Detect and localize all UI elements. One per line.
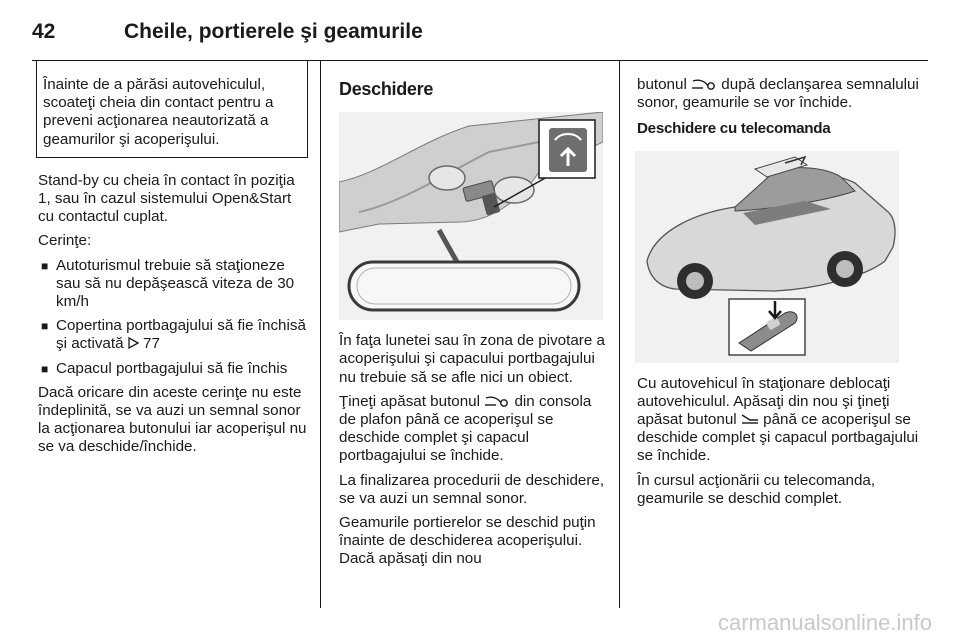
hold-button-text-start: Ţineţi apăsat butonul xyxy=(339,392,481,410)
subsection-heading: Deschidere cu telecomanda xyxy=(637,120,831,138)
page-reference[interactable]: 77 xyxy=(143,335,160,353)
warning-text: Dacă oricare din aceste cerinţe nu este îndeplinită, se va auzi un semnal sonor la acţionarea butonului iar acoperişul nu se va deschide/închide. xyxy=(38,383,307,456)
signal-text: La finalizarea procedurii de deschidere, se va auzi un semnal sonor. xyxy=(339,471,605,507)
windows-text: Geamurile portierelor se deschid puţin înainte de deschiderea acoperişului. Dacă apăsaţi din nou xyxy=(339,514,596,568)
note-box xyxy=(36,60,308,158)
convertible-roof-icon xyxy=(484,393,510,410)
list-item xyxy=(38,257,308,312)
hold-button-text xyxy=(339,393,605,466)
close-windows-text xyxy=(637,76,929,112)
remote-convertible-figure xyxy=(635,151,899,363)
remote-instruction-start: Cu autovehicul în staţionare deblocaţi autovehiculul. Apăsaţi din nou şi ţineţi apăsat butonul xyxy=(637,374,891,429)
requirements-label: Cerinţe: xyxy=(38,232,92,250)
close-windows-text-start: butonul xyxy=(637,76,687,93)
bullet-text: Autoturismul trebuie să staţioneze sau să nu depăşească viteza de 30 km/h xyxy=(56,256,295,311)
list-item xyxy=(38,317,308,353)
chapter-title: Cheile, portierele şi geamurile xyxy=(124,20,423,43)
bullet-text: Copertina portbagajului să fie închisă şi activată xyxy=(56,317,306,353)
remote-windows-text: În cursul acţionării cu telecomanda, geamurile se deschid complet. xyxy=(637,471,876,507)
watermark: carmanualsonline.info xyxy=(717,610,932,635)
standby-text: Stand-by cu cheia în contact în poziţia 1, sau în cazul sistemului Open&Start cu contactul cuplat. xyxy=(38,171,295,226)
column-divider-1 xyxy=(320,60,321,608)
clearance-text: În faţa lunetei sau în zona de pivotare a acoperişului şi capacului portbagajului nu trebuie să se afle nici un obiect. xyxy=(339,332,605,386)
section-heading: Deschidere xyxy=(339,79,434,99)
column-divider-2 xyxy=(619,60,620,608)
column-2 xyxy=(339,60,605,575)
bullet-text: Capacul portbagajului să fie închis xyxy=(56,359,288,377)
convertible-roof-icon xyxy=(691,76,717,93)
bullet-icon: ■ xyxy=(41,319,49,334)
bullet-icon: ■ xyxy=(41,258,49,273)
page-header xyxy=(32,20,423,50)
page-number: 42 xyxy=(32,20,56,43)
note-text: Înainte de a părăsi autovehiculul, scoateţi cheia din contact pentru a preveni acţionarea neautorizată a geamurilor şi acoperişului. xyxy=(43,76,274,148)
bullet-icon: ■ xyxy=(41,361,49,376)
list-item xyxy=(38,360,308,378)
column-3 xyxy=(637,76,929,514)
close-windows-text-end: după declanşarea semnalului sonor, geamurile se vor închide. xyxy=(637,76,919,112)
reference-triangle-icon xyxy=(128,335,139,353)
remote-instruction-end: până ce acoperişul se deschide complet şi capacul portbagajului se închide. xyxy=(637,411,919,465)
remote-unlock-icon xyxy=(741,411,759,428)
overhead-console-figure xyxy=(339,112,603,320)
remote-instruction-text xyxy=(637,375,929,466)
hold-button-text-end: din consola de plafon până ce acoperişul se deschide complet şi capacul portbagajului se închide. xyxy=(339,392,592,465)
column-1 xyxy=(38,60,308,463)
